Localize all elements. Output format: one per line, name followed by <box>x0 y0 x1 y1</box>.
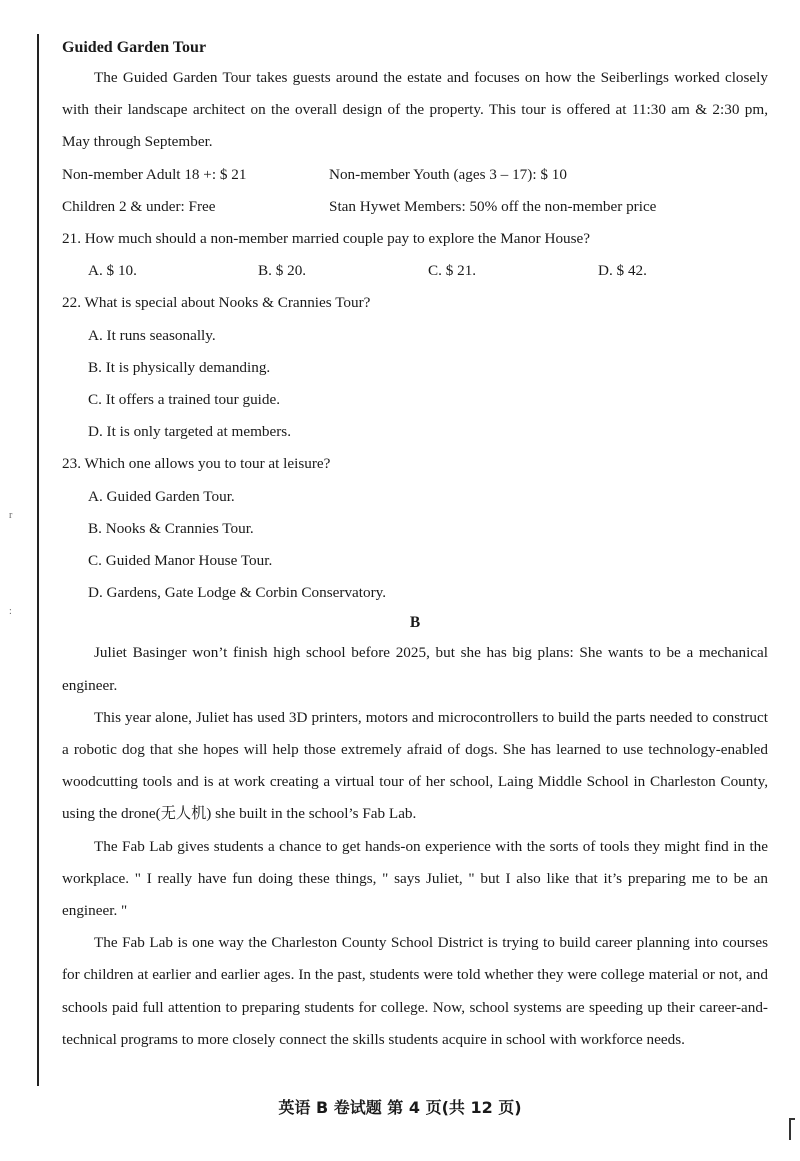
option-b: B. It is physically demanding. <box>88 358 271 376</box>
passage-paragraph: The Fab Lab gives students a chance to get hands-on experience with the sorts of tools they might find in the workplace. " I really have fun doing these things, " says Juliet, " but I also like that it’s preparing me to be an engineer. " <box>62 837 768 920</box>
page-content <box>62 36 768 1056</box>
question-21 <box>62 223 768 287</box>
passage-paragraph: This year alone, Juliet has used 3D printers, motors and microcontrollers to build the parts needed to construct a robotic dog that she hopes will help those extremely afraid of dogs. She has learned to use technology-enabled woodcutting tools and is at work creating a virtual tour of her school, Laing Middle School in Charleston County, using the drone(无人机) she built in the school’s Fab Lab. <box>62 708 768 823</box>
question-22 <box>62 287 768 448</box>
option-a: A. $ 10. <box>88 262 137 280</box>
margin-mark: r <box>9 510 13 521</box>
price-youth: Non-member Youth (ages 3 – 17): $ 10 <box>329 165 567 183</box>
page-footer: 英语 B 卷试题 第 4 页(共 12 页) <box>278 1098 522 1117</box>
price-row <box>62 191 768 223</box>
price-row <box>62 159 768 191</box>
question-stem: 23. Which one allows you to tour at leisure? <box>62 455 331 473</box>
price-adult: Non-member Adult 18 +: $ 21 <box>62 165 247 183</box>
option-a: A. It runs seasonally. <box>88 326 216 344</box>
option-d: D. It is only targeted at members. <box>88 423 292 441</box>
question-stem: 22. What is special about Nooks & Crannies Tour? <box>62 294 371 312</box>
question-23 <box>62 448 768 609</box>
option-row <box>62 255 768 287</box>
section-b-label: B <box>409 614 421 632</box>
passage-paragraph: Juliet Basinger won’t finish high school before 2025, but she has big plans: She wants to be a mechanical engineer. <box>62 644 768 694</box>
section-heading: Guided Garden Tour <box>62 39 207 56</box>
option-d: D. Gardens, Gate Lodge & Corbin Conservatory. <box>88 584 387 602</box>
option-b: B. $ 20. <box>258 262 307 280</box>
corner-mark <box>789 1118 791 1140</box>
option-c: C. $ 21. <box>428 262 477 280</box>
option-d: D. $ 42. <box>598 262 647 280</box>
price-children: Children 2 & under: Free <box>62 197 216 215</box>
option-c: C. It offers a trained tour guide. <box>88 391 281 409</box>
option-c: C. Guided Manor House Tour. <box>88 552 273 570</box>
margin-mark: : <box>9 606 12 617</box>
margin-rule <box>37 34 39 1086</box>
question-stem: 21. How much should a non-member married couple pay to explore the Manor House? <box>62 230 591 248</box>
option-b: B. Nooks & Crannies Tour. <box>88 519 254 537</box>
passage-paragraph: The Fab Lab is one way the Charleston County School District is trying to build career planning into courses for children at earlier and earlier ages. In the past, students were told whether they were college material or not, and schools paid full attention to preparing students for college. Now, school systems are speeding up their career-and-technical programs to more closely connect the skills students acquire in school with workforce needs. <box>62 934 768 1048</box>
option-a: A. Guided Garden Tour. <box>88 487 235 505</box>
tour-description: The Guided Garden Tour takes guests around the estate and focuses on how the Seiberlings worked closely with their landscape architect on the overall design of the property. This tour is offered at 11:30 am & 2:30 pm, May through September. <box>62 69 768 151</box>
price-members: Stan Hywet Members: 50% off the non-member price <box>329 197 657 215</box>
